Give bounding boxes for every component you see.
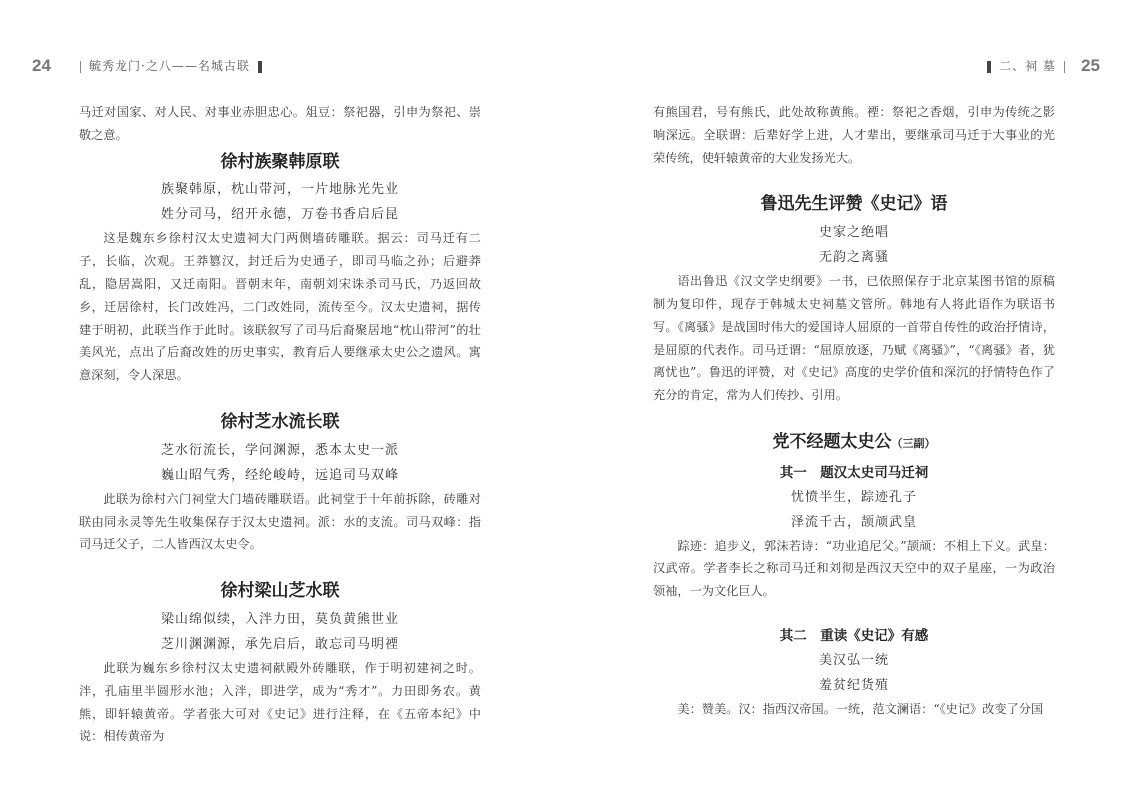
section-title: 徐村族聚韩原联 [220, 151, 340, 172]
divider [1064, 61, 1065, 73]
section-title: 鲁迅先生评赞《史记》语 [760, 194, 948, 215]
paragraph: 此联为徐村六门祠堂大门墙砖雕联语。此祠堂于十年前拆除，砖雕对联由同永灵等先生收集保存于汉太史遗祠。派：水的支流。司马双峰：指司马迁父子，二人皆西汉太史令。 [79, 491, 481, 552]
couplet-line-2: 羞贫纪货殖 [818, 677, 889, 693]
left-content [79, 101, 481, 748]
paragraph: 美：赞美。汉：指西汉帝国。一统，范文澜语：“《史记》改变了分国 [677, 701, 1044, 716]
divider-block [258, 61, 262, 73]
right-page [567, 0, 1133, 799]
running-head-right [979, 57, 1073, 74]
couplet-line-2: 无韵之离骚 [818, 250, 889, 266]
section-title: 徐村芝水流长联 [220, 411, 340, 432]
paragraph: 语出鲁迅《汉文学史纲要》一书，已依照保存于北京某图书馆的原稿制为复印件，现存于韩城太史祠墓文管所。韩地有人将此语作为联语书写。《离骚》是战国时伟大的爱国诗人屈原的一首带自传性的政治抒情诗，是屈原的代表作。司马迁谓：“屈原放逐，乃赋《离骚》”，“《离骚》者，犹离忧也”。鲁迅的评赞，对《史记》高度的史学价值和深沉的抒情特色作了充分的肯定，常为人们传抄、引用。 [653, 274, 1055, 403]
couplet-line-1: 梁山绵似续，入泮力田，莫负黄熊世业 [160, 611, 399, 627]
paragraph: 这是魏东乡徐村汉太史遗祠大门两侧墙砖雕联。据云：司马迁有二子，长临，次观。王莽篡汉，封迁后为史通子，即司马临之孙；后避莽乱，隐居嵩阳，又迁南阳。晋朝末年，南朝刘宋诛杀司马氏，乃返回故乡，迁居徐村，长门改姓冯，二门改姓同，流传至今。汉太史遗祠，据传建于明初，此联当作于此时。该联叙写了司马后裔聚居地“枕山带河”的壮美风光，点出了后裔改姓的历史事实，教育后人要继承太史公之遗风。寓意深刻，令人深思。 [79, 231, 481, 383]
section-title-note: （三副） [891, 436, 936, 450]
divider-block [987, 61, 991, 73]
couplet-line-2: 泽流千古，颉颃武皇 [790, 514, 917, 530]
section-title: 徐村梁山芝水联 [220, 581, 340, 602]
couplet-line-2: 巍山昭气秀，经纶峻峙，远追司马双峰 [160, 467, 399, 483]
couplet-line-1: 族聚韩原，枕山带河，一片地脉光先业 [160, 182, 399, 198]
page-number-left: 24 [32, 56, 51, 75]
section-title [653, 431, 1055, 456]
paragraph: 马迁对国家、对人民、对事业赤胆忠心。俎豆：祭祀器，引申为祭祀、崇敬之意。 [79, 105, 481, 142]
couplet-line-1: 史家之绝唱 [818, 225, 889, 241]
section-title-text: 党不经题太史公 [772, 431, 892, 452]
left-page [0, 0, 566, 799]
running-head-left [72, 57, 270, 74]
couplet-line-1: 芝水衍流长，学问渊源，悉本太史一派 [160, 442, 399, 458]
running-head-text: 二、祠 墓 [999, 59, 1056, 73]
couplet-line-1: 忧愤半生，踪迹孔子 [790, 489, 917, 505]
couplet-line-2: 姓分司马，绍开永德，万卷书香启后昆 [160, 207, 399, 223]
paragraph: 有熊国君，号有熊氏，此处故称黄熊。禋：祭祀之香烟，引申为传统之影响深远。全联谓：后辈好学上进，人才辈出，要继承司马迁于大事业的光荣传统，使轩辕黄帝的大业发扬光大。 [653, 105, 1055, 165]
subsection-title: 其一 题汉太史司马迁祠 [779, 464, 929, 481]
paragraph: 此联为巍东乡徐村汉太史遗祠献殿外砖雕联，作于明初建祠之时。泮，孔庙里半圆形水池；入泮，即进学，成为“秀才”。力田即务农。黄熊，即轩辕黄帝。学者张大可对《史记》进行注释，在《五帝本纪》中说：相传黄帝为 [79, 660, 481, 744]
running-head-text: 毓秀龙门·之八——名城古联 [89, 59, 250, 73]
page-number-right: 25 [1081, 56, 1100, 75]
divider [80, 61, 81, 73]
couplet-line-2: 芝川渊渊源，承先启后，敢忘司马明禋 [160, 636, 399, 652]
paragraph: 踪迹：追步义，郭沫若诗：“功业追尼父。”颉颃：不相上下义。武皇：汉武帝。学者李长之称司马迁和刘彻是西汉天空中的双子星座，一为政治领袖，一为文化巨人。 [653, 538, 1055, 599]
couplet-line-1: 美汉弘一统 [818, 652, 889, 668]
subsection-title: 其二 重读《史记》有感 [779, 627, 929, 644]
right-content [653, 101, 1055, 721]
